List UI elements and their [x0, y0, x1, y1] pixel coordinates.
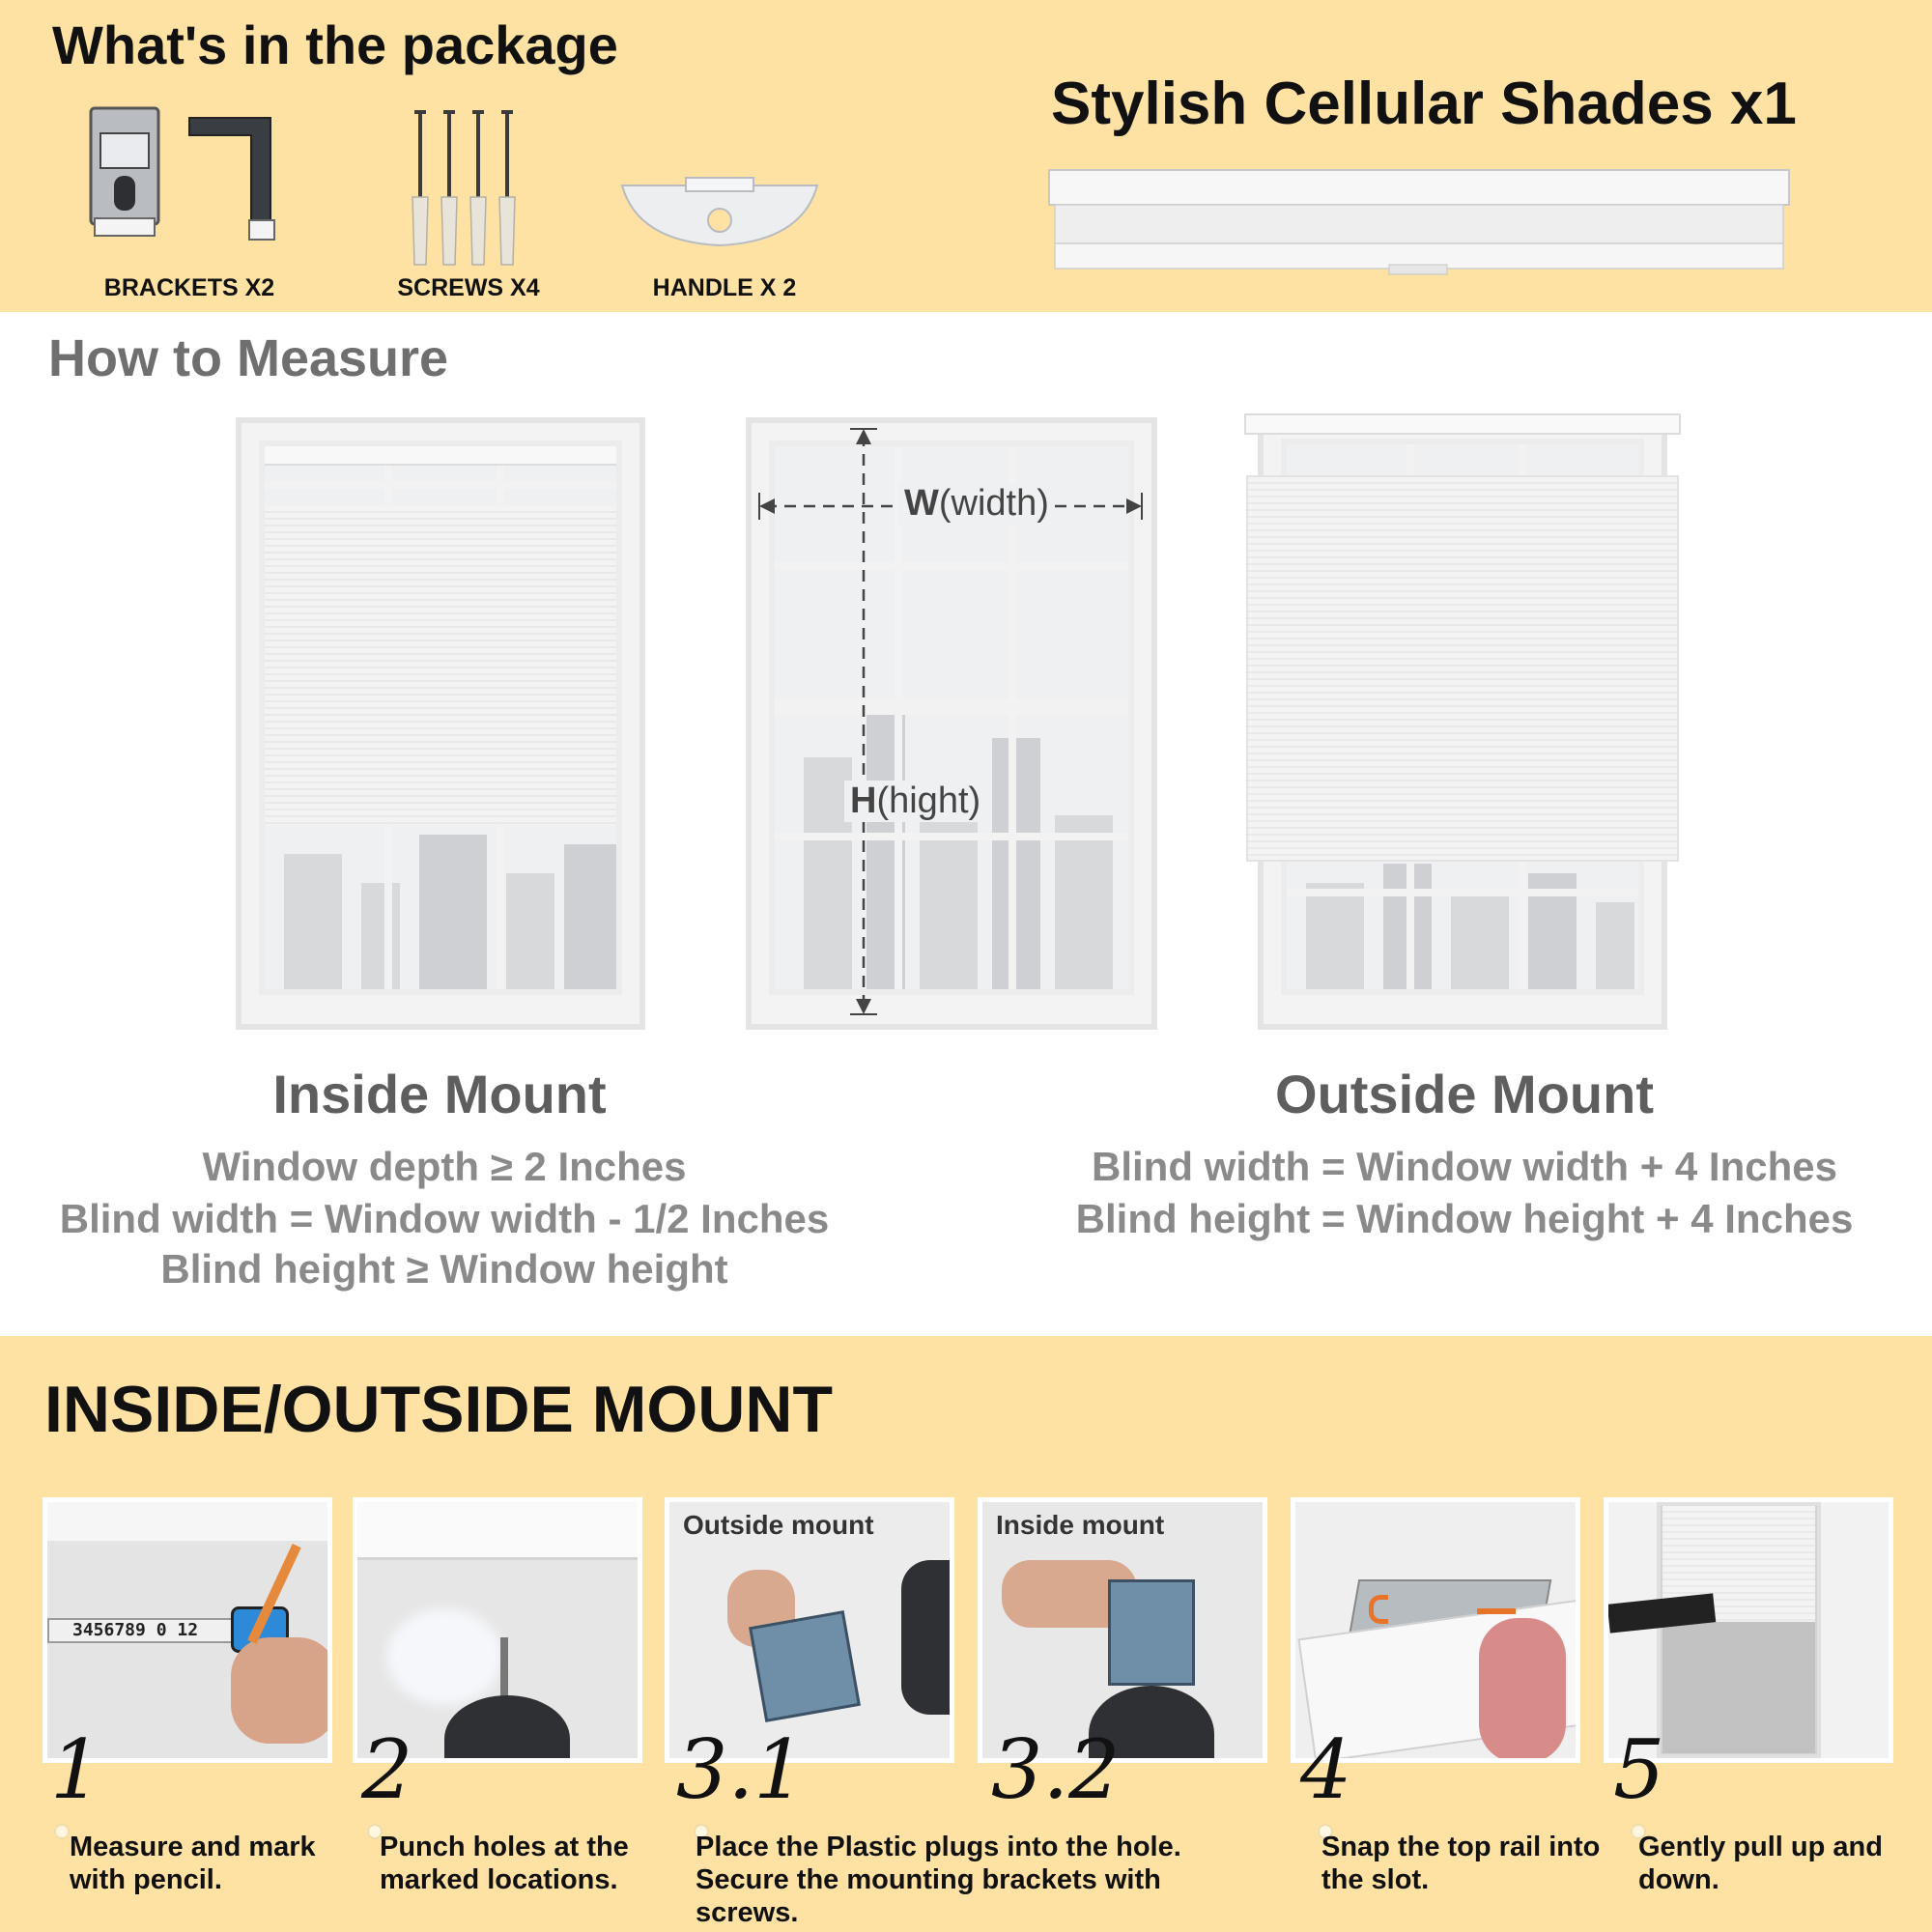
step-number: 4	[1300, 1722, 1352, 1817]
thumb	[1479, 1618, 1566, 1763]
width-label-letter: W	[904, 483, 939, 524]
inside-mount-title: Inside Mount	[272, 1064, 607, 1124]
package-item-label: HANDLE X 2	[652, 274, 797, 301]
package-item-label: BRACKETS X2	[103, 274, 275, 301]
orange-arrow	[1369, 1595, 1388, 1624]
bullet	[54, 1824, 70, 1839]
inside-mount-rule: Window depth ≥ 2 Inches	[202, 1144, 687, 1189]
height-label-letter: H	[850, 781, 877, 821]
install-title: INSIDE/OUTSIDE MOUNT	[44, 1373, 834, 1446]
inside-mount-window	[236, 417, 645, 1030]
package-item-label: SCREWS X4	[397, 274, 540, 301]
outside-mount-shade	[1246, 475, 1679, 862]
step-text: Measure and mark with pencil.	[70, 1832, 316, 1895]
bracket	[749, 1610, 861, 1722]
inside-mount-rule: Blind height ≥ Window height	[160, 1246, 728, 1292]
handle-icon	[618, 174, 821, 251]
step-overlay-label: Outside mount	[683, 1510, 874, 1540]
outside-mount-rule: Blind height = Window height + 4 Inches	[1075, 1196, 1854, 1241]
shade-product-image	[1045, 166, 1793, 282]
tape-measure: 3456789 0 12	[47, 1618, 250, 1643]
outside-mount-headrail	[1244, 413, 1681, 435]
outside-mount-title: Outside Mount	[1275, 1064, 1654, 1124]
measure-window	[746, 417, 1157, 1030]
orange-arrow	[1477, 1608, 1516, 1614]
height-label	[844, 781, 986, 822]
measure-title: How to Measure	[48, 329, 449, 387]
package-title: What's in the package	[52, 14, 618, 75]
height-label-text: (hight)	[876, 781, 981, 821]
step-text: Place the Plastic plugs into the hole. Secure the mounting brackets with screws.	[696, 1832, 1181, 1928]
inside-mount-rule: Blind width = Window width - 1/2 Inches	[59, 1196, 830, 1241]
bracket-icon	[87, 104, 280, 249]
drill	[901, 1560, 954, 1715]
width-label-text: (width)	[938, 483, 1049, 524]
step-overlay-label: Inside mount	[996, 1510, 1165, 1540]
step-text: Snap the top rail into the slot.	[1321, 1832, 1601, 1895]
hand	[231, 1637, 332, 1744]
step-text: Gently pull up and down.	[1638, 1832, 1883, 1895]
step-number: 3.2	[991, 1722, 1121, 1817]
step-text: Punch holes at the marked locations.	[380, 1832, 629, 1895]
step-number: 1	[50, 1722, 102, 1817]
bracket	[1108, 1579, 1195, 1686]
product-title: Stylish Cellular Shades x1	[1051, 71, 1797, 137]
step-number: 5	[1613, 1722, 1665, 1817]
step-number: 2	[361, 1722, 413, 1817]
screw-icon	[401, 104, 526, 269]
step-number: 3.1	[676, 1722, 806, 1817]
width-label	[898, 483, 1055, 525]
outside-mount-rule: Blind width = Window width + 4 Inches	[1092, 1144, 1837, 1189]
